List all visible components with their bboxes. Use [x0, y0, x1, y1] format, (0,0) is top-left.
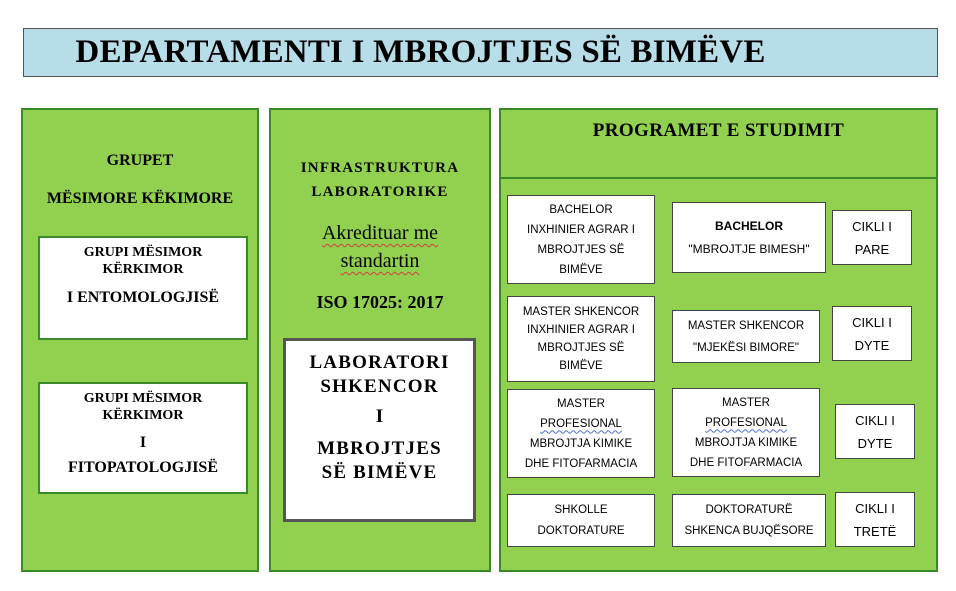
accredited-line2-text: standartin — [340, 250, 420, 272]
groups-heading-line2: MËSIMORE KËKIMORE — [46, 190, 234, 207]
infrastructure-panel — [269, 108, 491, 572]
cycle-2-line2: DYTE — [854, 337, 890, 353]
groups-panel — [21, 108, 259, 572]
prog-c1-1-l2: INXHINIER AGRAR I — [527, 223, 635, 236]
cycle-2-line1: CIKLI I — [852, 314, 892, 330]
cycle-third-box — [835, 492, 915, 547]
program-master-profesional-1 — [507, 389, 655, 478]
lab-line1: LABORATORI — [309, 352, 450, 373]
group-phytopathology-box — [38, 382, 248, 494]
group2-line1: GRUPI MËSIMOR — [83, 391, 203, 406]
program-bachelor-mbrojtje-bimesh — [672, 202, 826, 273]
page-title: DEPARTAMENTI I MBROJTJES SË BIMËVE — [23, 28, 938, 77]
prog-c1-3-l4: DHE FITOFARMACIA — [524, 457, 638, 470]
prog-c1-2-l2: INXHINIER AGRAR I — [527, 324, 635, 336]
iso-standard: ISO 17025: 2017 — [316, 292, 444, 312]
accredited-line1 — [271, 222, 489, 245]
cycle-1-line2: PARE — [854, 241, 890, 257]
groups-heading-line1: GRUPET — [106, 152, 174, 169]
accredited-line2 — [271, 250, 489, 273]
accredited-line1-text: Akredituar me — [321, 222, 439, 244]
group2-line4: FITOPATOLOGJISË — [68, 459, 218, 476]
group-entomology-box — [38, 236, 248, 340]
prog-c1-1-l1: BACHELOR — [549, 203, 613, 216]
lab-line4: MBROJTJES — [317, 438, 442, 459]
lab-line3: I — [375, 406, 384, 427]
program-master-profesional-2 — [672, 388, 820, 477]
prog-c2-4-l1: DOKTORATURË — [705, 503, 793, 516]
prog-c1-3-l2: PROFESIONAL — [540, 417, 622, 430]
prog-c1-1-l4: BIMËVE — [559, 263, 603, 276]
infra-heading-line1: INFRASTRUKTURA — [300, 160, 460, 176]
program-master-mjekesi-bimore — [672, 310, 820, 363]
prog-c2-3-l3: MBROJTJA KIMIKE — [694, 436, 798, 449]
cycle-3-line1: CIKLI I — [855, 412, 895, 428]
prog-c2-2-l2: "MJEKËSI BIMORE" — [693, 341, 799, 354]
cycle-second-professional-box — [835, 404, 915, 459]
prog-c2-1-l2: "MBROJTJE BIMESH" — [688, 241, 810, 256]
prog-c1-1-l3: MBROJTJES SË — [537, 243, 625, 256]
prog-c2-2-l1: MASTER SHKENCOR — [687, 319, 805, 332]
group2-line3: I — [139, 434, 147, 451]
prog-c2-3-l2: PROFESIONAL — [705, 416, 787, 429]
group1-line1: GRUPI MËSIMOR — [83, 245, 203, 260]
prog-c2-3-l1: MASTER — [722, 396, 770, 409]
program-master-shkencor-agrar — [507, 296, 655, 382]
cycle-4-line1: CIKLI I — [855, 500, 895, 516]
prog-c2-1-l1: BACHELOR — [715, 218, 783, 233]
study-programs-heading: PROGRAMET E STUDIMIT — [592, 120, 845, 141]
lab-line2: SHKENCOR — [320, 376, 439, 397]
study-programs-header — [501, 110, 936, 179]
group1-line3: I ENTOMOLOGJISË — [66, 289, 220, 306]
infra-heading-line2: LABORATORIKE — [311, 184, 449, 200]
cycle-3-line2: DYTE — [857, 435, 893, 451]
program-doktorature-shkenca-bujqesore — [672, 494, 826, 547]
prog-c1-3-l3: MBROJTJA KIMIKE — [529, 437, 633, 450]
group2-line2: KËRKIMOR — [102, 408, 184, 423]
cycle-first-box — [832, 210, 912, 265]
program-bachelor-agrar — [507, 195, 655, 284]
prog-c1-2-l3: MBROJTJES SË — [537, 342, 625, 354]
lab-line5: SË BIMËVE — [321, 462, 438, 483]
prog-c1-4-l1: SHKOLLE — [554, 503, 608, 516]
prog-c1-4-l2: DOKTORATURE — [537, 524, 625, 537]
science-lab-box — [283, 338, 476, 522]
cycle-second-box — [832, 306, 912, 361]
prog-c2-4-l2: SHKENCA BUJQËSORE — [684, 524, 814, 537]
cycle-4-line2: TRETË — [853, 523, 897, 539]
program-shkolle-doktorature — [507, 494, 655, 547]
prog-c1-2-l1: MASTER SHKENCOR — [522, 306, 640, 318]
cycle-1-line1: CIKLI I — [852, 218, 892, 234]
prog-c1-3-l1: MASTER — [557, 397, 605, 410]
prog-c2-3-l4: DHE FITOFARMACIA — [689, 456, 803, 469]
prog-c1-2-l4: BIMËVE — [559, 360, 603, 372]
group1-line2: KËRKIMOR — [102, 262, 184, 277]
